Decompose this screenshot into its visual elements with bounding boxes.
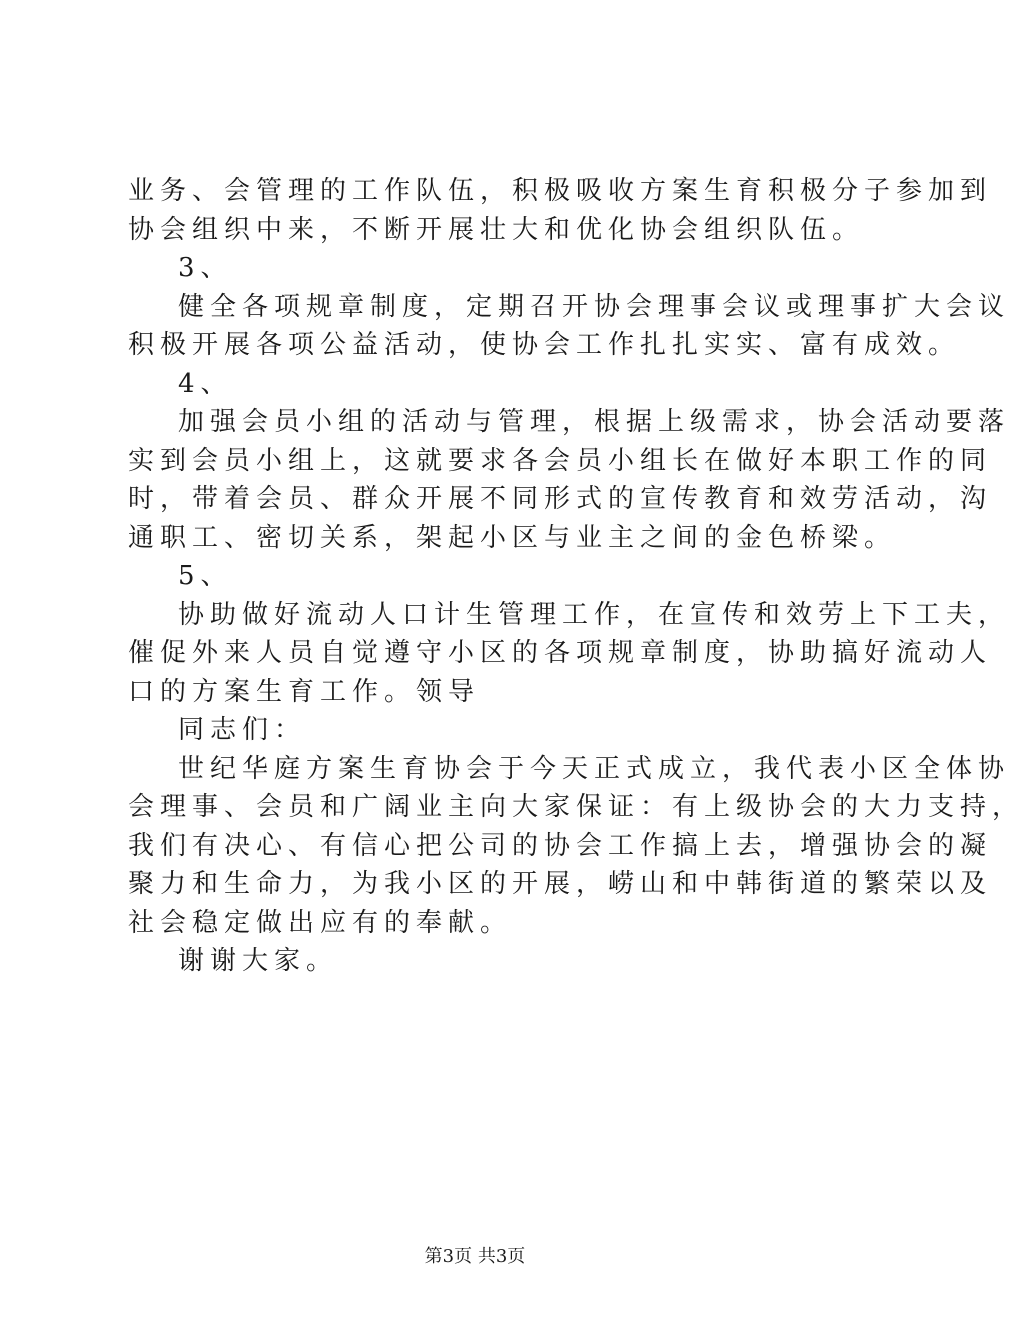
document-body — [128, 172, 1024, 981]
body-line: 世纪华庭方案生育协会于今天正式成立，我代表小区全体协 — [178, 753, 1011, 784]
body-line: 会理事、会员和广阔业主向大家保证：有上级协会的大力支持， — [128, 792, 1024, 822]
section-number: 3、 — [178, 253, 233, 283]
body-line: 协助做好流动人口计生管理工作，在宣传和效劳上下工夫， — [178, 599, 1011, 630]
page-number-footer: 第3页 共3页 — [424, 1246, 526, 1267]
salutation: 同志们： — [178, 715, 307, 745]
body-line: 我们有决心、有信心把公司的协会工作搞上去，增强协会的凝 — [128, 830, 993, 861]
body-line: 业务、会管理的工作队伍，积极吸收方案生育积极分子参加到 — [128, 176, 993, 206]
body-line: 积极开展各项公益活动，使协会工作扎扎实实、富有成效。 — [128, 330, 961, 360]
body-line: 实到会员小组上，这就要求各会员小组长在做好本职工作的同 — [128, 445, 993, 476]
body-line: 通职工、密切关系，架起小区与业主之间的金色桥梁。 — [128, 522, 897, 553]
body-line: 社会稳定做出应有的奉献。 — [128, 907, 513, 938]
body-line: 口的方案生育工作。领导 — [128, 676, 481, 707]
body-line: 加强会员小组的活动与管理，根据上级需求，协会活动要落 — [178, 407, 1011, 437]
body-line: 协会组织中来，不断开展壮大和优化协会组织队伍。 — [128, 214, 865, 245]
section-number: 5、 — [178, 561, 233, 591]
body-line: 健全各项规章制度，定期召开协会理事会议或理事扩大会议 — [178, 291, 1011, 322]
closing-line: 谢谢大家。 — [178, 946, 339, 976]
body-line: 催促外来人员自觉遵守小区的各项规章制度，协助搞好流动人 — [128, 638, 993, 668]
body-line: 聚力和生命力，为我小区的开展，崂山和中韩街道的繁荣以及 — [128, 869, 993, 899]
body-line: 时，带着会员、群众开展不同形式的宣传教育和效劳活动，沟 — [128, 484, 993, 514]
section-number: 4、 — [178, 368, 233, 399]
